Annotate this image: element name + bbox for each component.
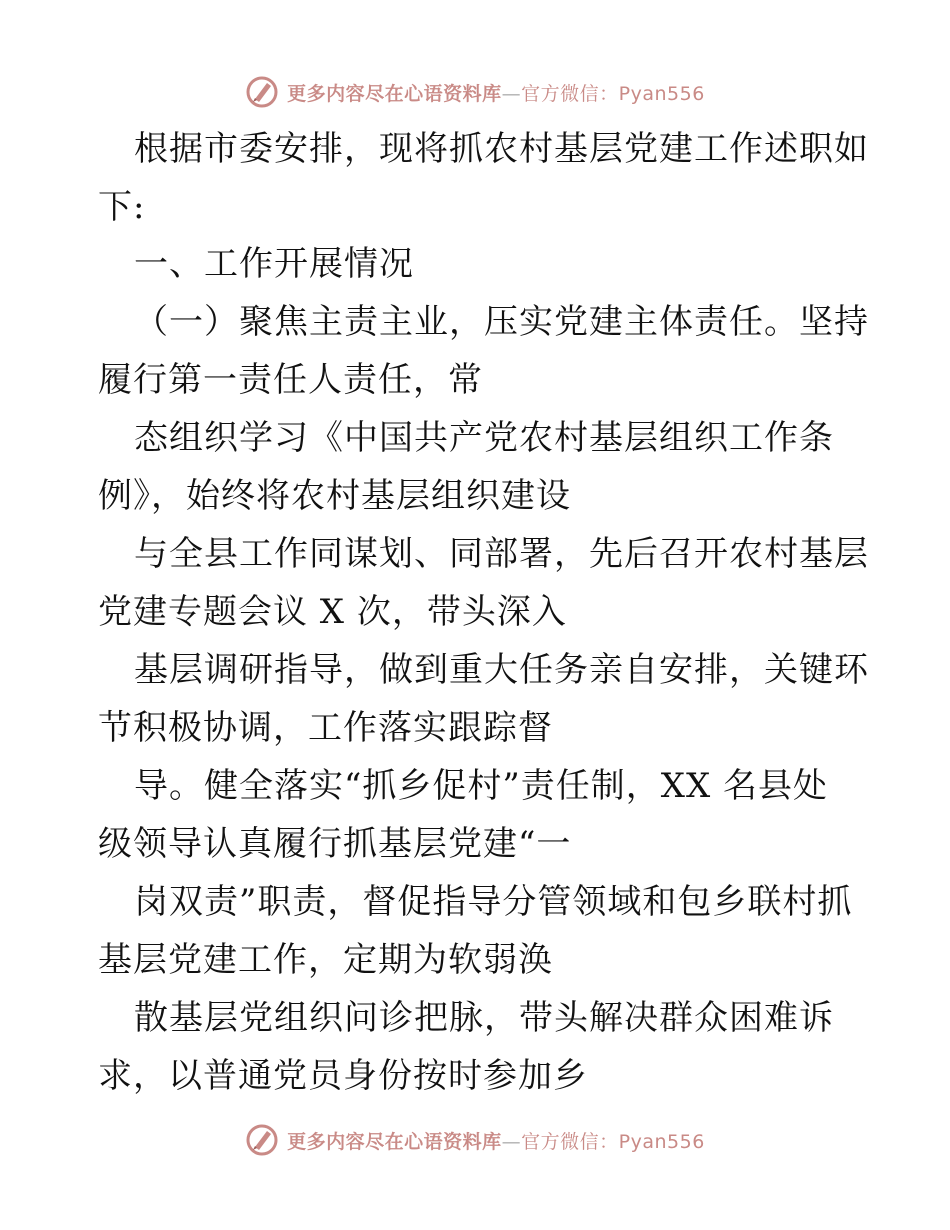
pen-circle-icon bbox=[245, 1123, 279, 1157]
body-line: 导。健全落实“抓乡促村”责任制，XX 名县处 bbox=[134, 766, 828, 806]
watermark-contact: 官方微信：Pyan556 bbox=[521, 82, 705, 105]
body-line: 求，以普通党员身份按时参加乡 bbox=[98, 1056, 588, 1096]
body-line: 岗双责”职责，督促指导分管领域和包乡联村抓 bbox=[134, 882, 853, 922]
body-line: 级领导认真履行抓基层党建“一 bbox=[98, 824, 572, 864]
body-line: 根据市委安排，现将抓农村基层党建工作述职如 bbox=[134, 129, 869, 169]
body-line: （一）聚焦主责主业，压实党建主体责任。坚持 bbox=[134, 302, 869, 342]
watermark-separator: — bbox=[501, 1130, 522, 1153]
watermark-text bbox=[287, 1127, 705, 1154]
body-line: 例》，始终将农村基层组织建设 bbox=[98, 476, 571, 516]
body-line: 与全县工作同谋划、同部署，先后召开农村基层 bbox=[134, 534, 869, 574]
body-line: 散基层党组织问诊把脉，带头解决群众困难诉 bbox=[134, 998, 834, 1038]
watermark-brand: 更多内容尽在心语资料库 bbox=[287, 1130, 502, 1153]
body-line: 节积极协调，工作落实跟踪督 bbox=[98, 708, 553, 748]
body-line: 履行第一责任人责任，常 bbox=[98, 360, 483, 400]
body-line: 下: bbox=[98, 187, 146, 227]
watermark-brand: 更多内容尽在心语资料库 bbox=[287, 82, 502, 105]
body-line: 党建专题会议 X 次，带头深入 bbox=[98, 592, 567, 632]
watermark-contact: 官方微信：Pyan556 bbox=[521, 1130, 705, 1153]
body-line: 态组织学习《中国共产党农村基层组织工作条 bbox=[134, 418, 834, 458]
body-line: 基层调研指导，做到重大任务亲自安排，关键环 bbox=[134, 650, 869, 690]
watermark-footer bbox=[0, 1120, 950, 1160]
watermark-separator: — bbox=[501, 82, 522, 105]
body-line: 基层党建工作，定期为软弱涣 bbox=[98, 940, 553, 980]
section-heading: 一、工作开展情况 bbox=[134, 244, 414, 284]
